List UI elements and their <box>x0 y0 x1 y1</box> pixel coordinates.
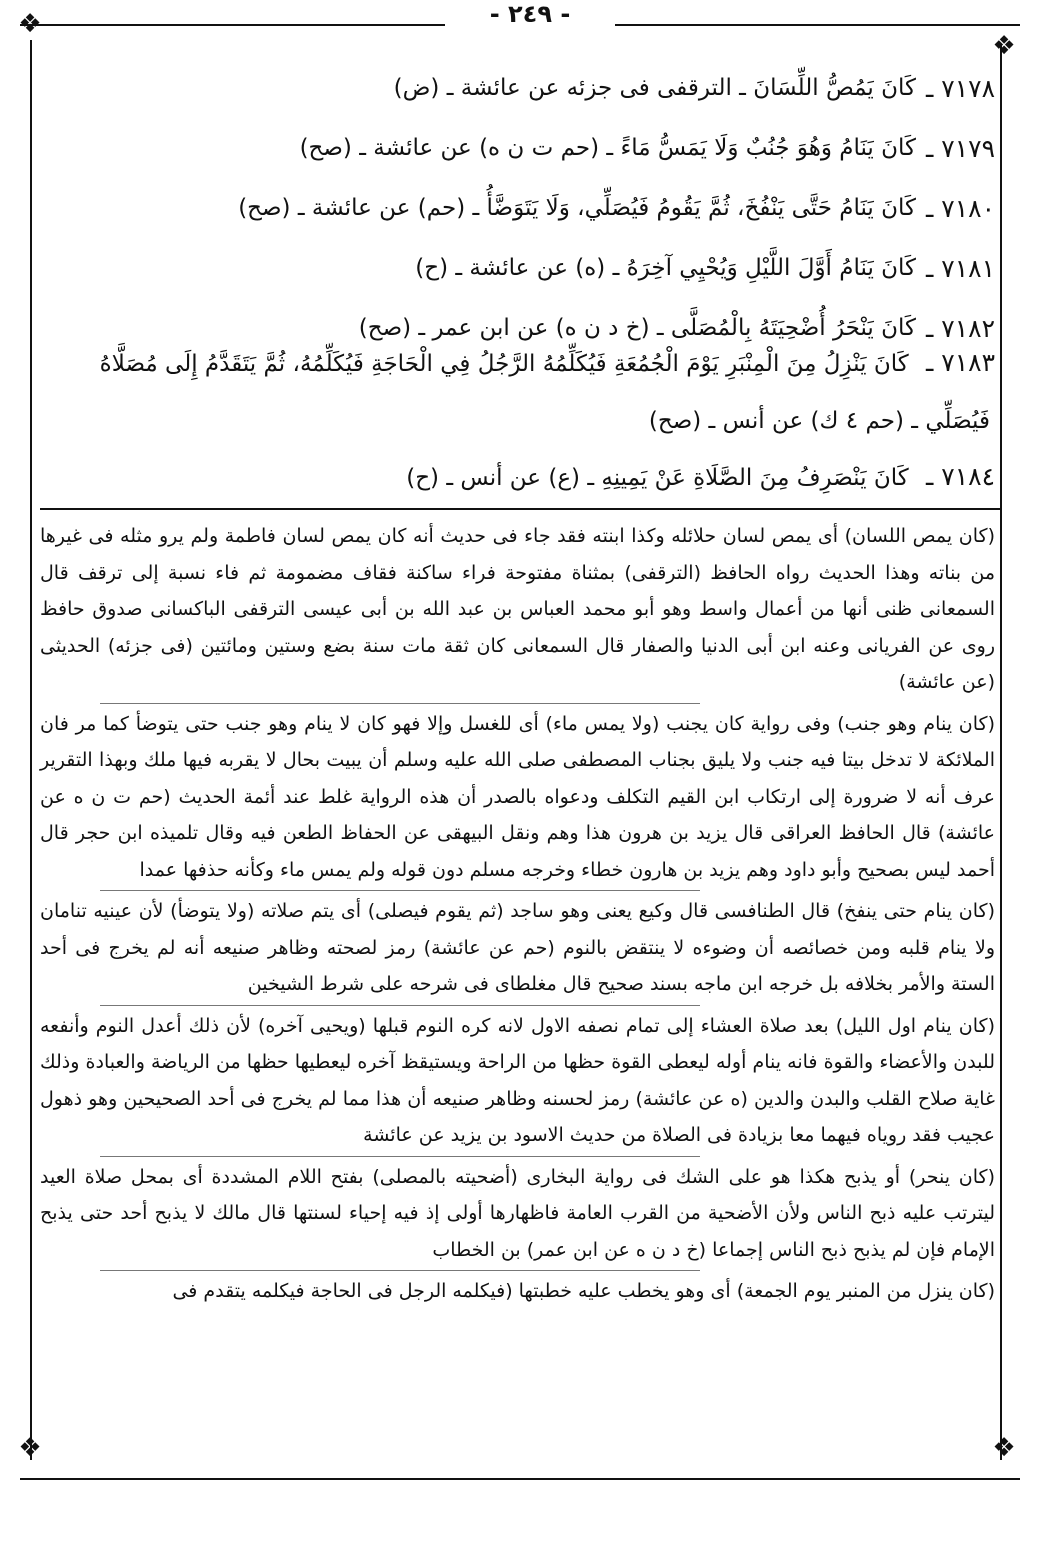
hadith-entry <box>40 348 995 377</box>
commentary-paragraph: (كان ينحر) أو يذبح هكذا هو على الشك فى رواية البخارى (أضحيته بالمصلى) بفتح اللام المشددة أى بمحل صلاة العيد ليترتب عليه ذبح الناس ولأن الأضحية من القرب العامة فاظهارها أولى إذ فيه إحياء لسنتها قال مالك لا يذبح أحد حتى يذبح الإمام فإن لم يذبح ذبح الناس إجماعا (خ د ن ه عن ابن عمر) بن الخطاب <box>40 1165 995 1261</box>
corner-ornament-icon: ❖ <box>992 31 1016 61</box>
corner-ornament-icon: ❖ <box>18 9 42 39</box>
hadith-number: ٧١٨٢ ـ <box>926 313 995 343</box>
commentary-paragraph: (كان ينام وهو جنب) وفى رواية كان يجنب (ولا يمس ماء) أى للغسل وإلا فهو كان لا ينام وهو جنب حتى يتوضأ كما مر فان الملائكة لا تدخل بيتا فيه جنب ولا يليق بجناب المصطفى صلى الله عليه وسلم أن يبيت بحال لا يقربه فيها ملك وبهذا التقرير عرف أنه لا ضرورة إلى ارتكاب ابن القيم التكلف ودعواه بالصدر أن هذه الرواية غلط عند أئمة الحديث (حم ت ن ه عن عائشة) قال الحافظ العراقى قال يزيد بن هرون هذا وهم ونقل البيهقى عن الحفاظ الطعن فيه وقال تلميذه ابن حجر قال أحمد ليس بصحيح وأبو داود وهم يزيد بن هارون خطاء وخرجه مسلم دون قوله ولم يمس ماء وكأنه حذفها عمدا <box>40 712 995 881</box>
hadith-text: كَانَ يَنَامُ وَهُوَ جُنُبٌ وَلَا يَمَسُّ مَاءً ـ (حم ت ن ه) عن عائشة ـ (صح) <box>299 135 916 161</box>
commentary <box>40 518 995 1310</box>
hadith-text: كَانَ يَنْصَرِفُ مِنَ الصَّلَاةِ عَنْ يَمِينِهِ ـ (ع) عن أنس ـ (ح) <box>406 465 909 491</box>
hadith-number: ٧١٧٩ ـ <box>926 133 995 163</box>
commentary-paragraph: (كان ينزل من المنبر يوم الجمعة) أى وهو يخطب عليه خطبتها (فيكلمه الرجل فى الحاجة فيكلمه يتقدم فى <box>172 1280 995 1302</box>
hadith-number: ٧١٧٨ ـ <box>926 73 995 103</box>
hadith-number: ٧١٨٠ ـ <box>926 193 995 223</box>
corner-ornament-icon: ❖ <box>992 1433 1016 1463</box>
hadith-text: كَانَ يَنْحَرُ أُضْحِيَتَهُ بِالْمُصَلَّى ـ (خ د ن ه) عن ابن عمر ـ (صح) <box>358 315 916 341</box>
section-divider <box>40 508 1000 510</box>
paragraph-divider <box>100 1270 700 1271</box>
hadith-entry <box>300 58 995 118</box>
hadith-number: ٧١٨٣ ـ <box>926 348 995 377</box>
corner-ornament-icon: ❖ <box>18 1433 42 1463</box>
hadith-text: كَانَ يَنْزِلُ مِنَ الْمِنْبَرِ يَوْمَ الْجُمُعَةِ فَيُكَلِّمُهُ الرَّجُلُ فِي الْحَاجَةِ فَيُكَلِّمُهُ، ثُمَّ يَتَقَدَّمُ إِلَى مُصَلَّاهُ <box>99 351 909 377</box>
hadith-text: كَانَ يَنَامُ أَوَّلَ اللَّيْلِ وَيُحْيِي آخِرَهُ ـ (ه) عن عائشة ـ (ح) <box>415 255 916 281</box>
hadith-continuation: فَيُصَلِّي ـ (حم ٤ ك) عن أنس ـ (صح) <box>648 408 990 434</box>
hadith-number: ٧١٨٤ ـ <box>926 462 995 491</box>
paragraph-divider <box>100 1005 700 1006</box>
paragraph-divider <box>100 703 700 704</box>
commentary-paragraph: (كان يمص اللسان) أى يمص لسان حلائله وكذا ابنته فقد جاء فى حديث أنه كان يمص لسان فاطمة ولم يرو مثله فى غيرها من بناته وهذا الحديث رواه الحافظ (الترقفى) بمثناة مفتوحة فراء ساكنة فقاف مضمومة ثم فاء نسبة إلى ترقف قال السمعانى ظنى أنها من أعمال واسط وهو أبو محمد العباس بن عبد الله بن أبى عيسى الترقفى الباكسانى صدوق حافظ روى عن الفريانى وعنه ابن أبى الدنيا والصفار قال السمعانى كان ثقة مات سنة بضع وستين ومائتين (فى جزئه) الحديثى (عن عائشة) <box>40 525 995 693</box>
hadith-text: كَانَ يَمُصُّ اللِّسَانَ ـ الترقفى فى جزئه عن عائشة ـ (ض) <box>393 75 916 101</box>
frame-left-rule <box>30 40 32 1460</box>
commentary-paragraph: (كان ينام اول الليل) بعد صلاة العشاء إلى تمام نصفه الاول لانه كره النوم قبلها (ويحيى آخره) لأن ذلك أعدل النوم وأنفعه للبدن والأعضاء والقوة فانه ينام أوله ليعطى القوة حظها من الراحة ويستيقظ آخره ليعطيها حظها من الرياضة والعبادة وذلك غاية صلاح القلب والبدن والدين (ه عن عائشة) رمز لحسنه وظاهر صنيعه أن هذا مما لم يخرج فى أحد الصحيحين وهو ذهول عجيب فقد روياه فيهما معا بزيادة فى الصلاة من حديث الاسود بن يزيد عن عائشة <box>40 1014 995 1146</box>
page-number: - ٢٤٩ - <box>445 0 615 28</box>
frame-right-rule <box>1000 44 1002 1460</box>
hadith-list <box>238 58 995 358</box>
hadith-number: ٧١٨١ ـ <box>926 253 995 283</box>
hadith-entry <box>238 178 995 238</box>
hadith-text: كَانَ يَنَامُ حَتَّى يَنْفُخَ، ثُمَّ يَقُومُ فَيُصَلِّي، وَلَا يَتَوَضَّأُ ـ (حم) عن عائشة ـ (صح) <box>238 195 916 221</box>
hadith-entry <box>300 238 995 298</box>
hadith-entry <box>300 462 995 491</box>
hadith-entry <box>300 118 995 178</box>
commentary-paragraph: (كان ينام حتى ينفخ) قال الطنافسى قال وكيع يعنى وهو ساجد (ثم يقوم فيصلى) أى يتم صلاته (ولا يتوضأ) لأن عينيه تنامان ولا ينام قلبه ومن خصائصه أن وضوءه لا ينتقض بالنوم (حم عن عائشة) رمز لصحته وظاهر صنيعه أنه لم يخرج فى أحد الستة والأمر بخلافه بل خرجه ابن ماجه بسند صحيح قال مغلطاى فى شرحه على شرط الشيخين <box>40 900 995 995</box>
paragraph-divider <box>100 1156 700 1157</box>
paragraph-divider <box>100 890 700 891</box>
